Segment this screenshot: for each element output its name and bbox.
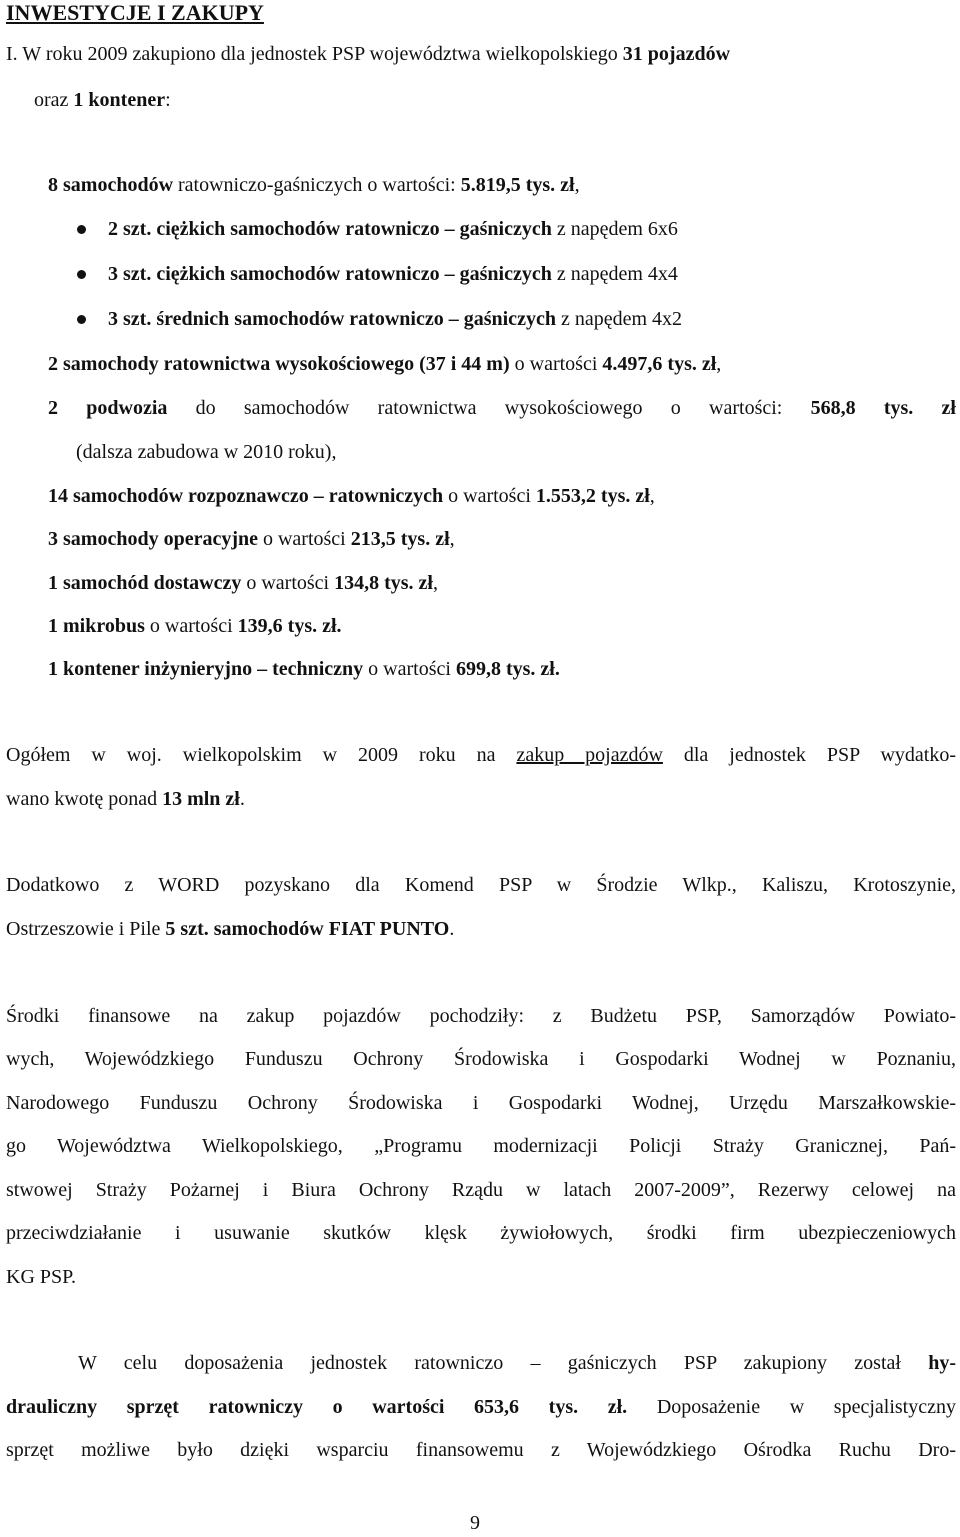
- paragraph-line: drauliczny sprzęt ratowniczy o wartości 653,6 tys. zł. Doposażenie w specjalistyczny: [6, 1396, 956, 1418]
- list-item: 2 podwozia do samochodów ratownictwa wysokościowego o wartości: 568,8 tys. zł: [48, 397, 956, 419]
- list-item: 14 samochodów rozpoznawczo – ratowniczych o wartości 1.553,2 tys. zł,: [48, 485, 655, 507]
- paragraph-line: KG PSP.: [6, 1266, 77, 1288]
- paragraph-line: stwowej Straży Pożarnej i Biura Ochrony Rządu w latach 2007-2009”, Rezerwy celowej na: [6, 1179, 956, 1201]
- bullet-item: 2 szt. ciężkich samochodów ratowniczo – gaśniczych z napędem 6x6: [108, 218, 678, 240]
- bullet-item: 3 szt. ciężkich samochodów ratowniczo – gaśniczych z napędem 4x4: [108, 263, 678, 285]
- paragraph-line: go Województwa Wielkopolskiego, „Programu modernizacji Policji Straży Granicznej, Pań-: [6, 1135, 956, 1157]
- paragraph-line: Ogółem w woj. wielkopolskim w 2009 roku na zakup pojazdów dla jednostek PSP wydatko-: [6, 744, 956, 766]
- bullet-icon: [77, 225, 86, 234]
- page-number: 9: [470, 1512, 480, 1534]
- intro-line-1: I. W roku 2009 zakupiono dla jednostek PSP województwa wielkopolskiego 31 pojazdów: [6, 43, 731, 65]
- bullet-icon: [77, 270, 86, 279]
- paragraph-line: wano kwotę ponad 13 mln zł.: [6, 788, 245, 810]
- list-item: 1 samochód dostawczy o wartości 134,8 tys. zł,: [48, 572, 438, 594]
- list-item-note: (dalsza zabudowa w 2010 roku),: [76, 441, 337, 463]
- paragraph-line: przeciwdziałanie i usuwanie skutków klęsk żywiołowych, środki firm ubezpieczeniowych: [6, 1222, 956, 1244]
- intro-line-2: oraz 1 kontener:: [34, 89, 171, 111]
- paragraph-line: wych, Wojewódzkiego Funduszu Ochrony Środowiska i Gospodarki Wodnej w Poznaniu,: [6, 1048, 956, 1070]
- bullet-item: 3 szt. średnich samochodów ratowniczo – gaśniczych z napędem 4x2: [108, 308, 683, 330]
- bullet-icon: [77, 315, 86, 324]
- list-item: 1 mikrobus o wartości 139,6 tys. zł.: [48, 615, 342, 637]
- paragraph-line: Narodowego Funduszu Ochrony Środowiska i Gospodarki Wodnej, Urzędu Marszałkowskie-: [6, 1092, 956, 1114]
- paragraph-line: Dodatkowo z WORD pozyskano dla Komend PSP w Środzie Wlkp., Kaliszu, Krotoszynie,: [6, 874, 956, 896]
- list-item: 2 samochody ratownictwa wysokościowego (37 i 44 m) o wartości 4.497,6 tys. zł,: [48, 353, 722, 375]
- list-item: 1 kontener inżynieryjno – techniczny o wartości 699,8 tys. zł.: [48, 658, 560, 680]
- paragraph-line: Ostrzeszowie i Pile 5 szt. samochodów FIAT PUNTO.: [6, 918, 455, 940]
- paragraph-line: sprzęt możliwe było dzięki wsparciu finansowemu z Wojewódzkiego Ośrodka Ruchu Dro-: [6, 1439, 956, 1461]
- paragraph-line: Środki finansowe na zakup pojazdów pochodziły: z Budżetu PSP, Samorządów Powiato-: [6, 1005, 956, 1027]
- paragraph-line: W celu doposażenia jednostek ratowniczo – gaśniczych PSP zakupiony został hy-: [78, 1352, 956, 1374]
- list-item: 3 samochody operacyjne o wartości 213,5 tys. zł,: [48, 528, 455, 550]
- list-item: 8 samochodów ratowniczo-gaśniczych o wartości: 5.819,5 tys. zł,: [48, 174, 580, 196]
- section-heading: INWESTYCJE I ZAKUPY: [6, 0, 264, 25]
